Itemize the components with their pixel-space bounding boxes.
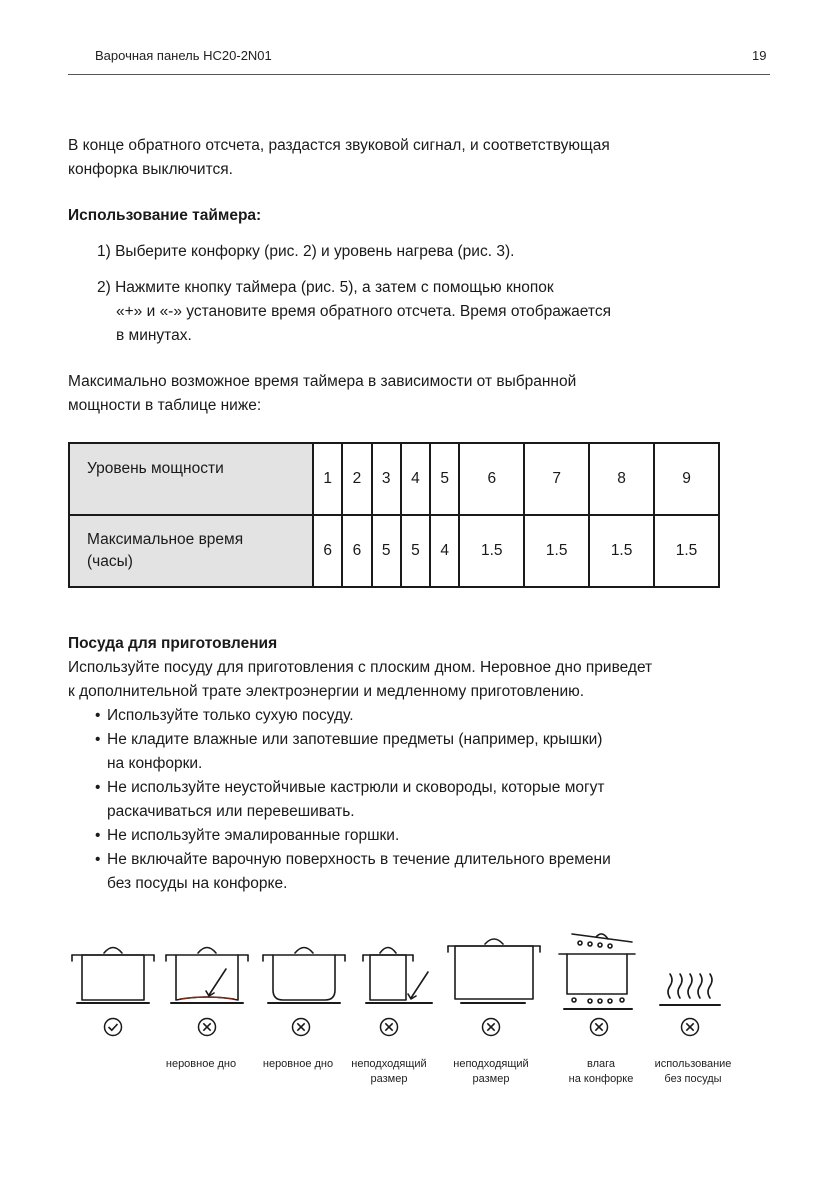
table-cell-time: 6 bbox=[313, 515, 342, 587]
cookware-bullet-list bbox=[95, 704, 611, 896]
table-cell-level: 9 bbox=[654, 443, 719, 515]
list-item bbox=[95, 824, 611, 848]
check-circle-icon bbox=[103, 1017, 123, 1037]
caption-line: неподходящий bbox=[351, 1058, 427, 1070]
page-number: 19 bbox=[752, 48, 767, 63]
caption-wrong-size-1 bbox=[334, 1057, 444, 1087]
table-row-max-time bbox=[69, 515, 719, 587]
bullet-text: Не включайте варочную поверхность в течение длительного времени bbox=[107, 851, 611, 868]
list-item bbox=[95, 776, 611, 824]
table-cell-time: 6 bbox=[342, 515, 371, 587]
intro-paragraph bbox=[68, 134, 610, 182]
cross-circle-icon bbox=[680, 1017, 700, 1037]
table-cell-level: 2 bbox=[342, 443, 371, 515]
table-cell-level: 4 bbox=[401, 443, 430, 515]
caption-line: использование bbox=[654, 1058, 732, 1070]
table-cell-level: 6 bbox=[459, 443, 524, 515]
table-row-power-level bbox=[69, 443, 719, 515]
cross-circle-icon bbox=[291, 1017, 311, 1037]
table-cell-time: 5 bbox=[372, 515, 401, 587]
caption-wrong-size-2 bbox=[436, 1057, 546, 1087]
caption-line: размер bbox=[370, 1073, 408, 1085]
max-time-paragraph bbox=[68, 370, 576, 418]
bullet-text: Не используйте эмалированные горшки. bbox=[107, 827, 400, 844]
table-cell-level: 7 bbox=[524, 443, 589, 515]
bullet-text: Не кладите влажные или запотевшие предметы (например, крышки) bbox=[107, 731, 603, 748]
table-cell-time: 1.5 bbox=[524, 515, 589, 587]
pot-uneven-bottom-icon bbox=[166, 948, 248, 1004]
row-label-power-level: Уровень мощности bbox=[69, 443, 313, 515]
caption-line: неровное дно bbox=[262, 1058, 334, 1070]
cookware-line-1: Используйте посуду для приготовления с плоским дном. Неровное дно приведет bbox=[68, 659, 653, 676]
row-label-max-time-line-1: Максимальное время bbox=[87, 531, 244, 548]
cross-circle-icon bbox=[197, 1017, 217, 1037]
caption-line: неподходящий bbox=[453, 1058, 529, 1070]
intro-line-2: конфорка выключится. bbox=[68, 161, 233, 178]
caption-line: на конфорке bbox=[568, 1073, 634, 1085]
bullet-text: Не используйте неустойчивые кастрюли и сковороды, которые могут bbox=[107, 779, 605, 796]
caption-line: размер bbox=[472, 1073, 510, 1085]
cookware-heading: Посуда для приготовления bbox=[68, 635, 278, 652]
max-time-line-2: мощности в таблице ниже: bbox=[68, 397, 262, 414]
table-cell-time: 1.5 bbox=[589, 515, 654, 587]
cross-circle-icon bbox=[481, 1017, 501, 1037]
row-label-max-time-line-2: (часы) bbox=[87, 553, 133, 570]
timer-step-1: 1) Выберите конфорку (рис. 2) и уровень нагрева (рис. 3). bbox=[97, 243, 515, 260]
caption-uneven-bottom-1 bbox=[146, 1057, 256, 1072]
table-cell-time: 1.5 bbox=[459, 515, 524, 587]
table-cell-level: 1 bbox=[313, 443, 342, 515]
caption-no-cookware bbox=[638, 1057, 748, 1087]
timer-step-2-line-1: 2) Нажмите кнопку таймера (рис. 5), а затем с помощью кнопок bbox=[97, 279, 554, 296]
table-cell-time: 4 bbox=[430, 515, 459, 587]
pot-moisture-icon bbox=[559, 934, 635, 1009]
cookware-line-2: к дополнительной трате электроэнергии и медленному приготовлению. bbox=[68, 683, 585, 700]
cross-circle-icon bbox=[589, 1017, 609, 1037]
timer-step-2 bbox=[97, 276, 611, 348]
empty-burner-heat-icon bbox=[660, 974, 720, 1005]
document-header-title: Варочная панель HC20-2N01 bbox=[95, 48, 272, 63]
cross-circle-icon bbox=[379, 1017, 399, 1037]
timer-step-2-line-2: «+» и «-» установите время обратного отсчета. Время отображается bbox=[116, 303, 611, 320]
caption-line: без посуды bbox=[664, 1073, 722, 1085]
table-cell-level: 5 bbox=[430, 443, 459, 515]
pot-round-bottom-icon bbox=[263, 948, 345, 1004]
caption-line: влага bbox=[586, 1058, 615, 1070]
list-item bbox=[95, 728, 611, 776]
bullet-text: без посуды на конфорке. bbox=[107, 875, 288, 892]
table-cell-level: 3 bbox=[372, 443, 401, 515]
row-label-max-time bbox=[69, 515, 313, 587]
pot-too-large-icon bbox=[448, 939, 540, 1003]
list-item bbox=[95, 704, 611, 728]
max-time-line-1: Максимально возможное время таймера в зависимости от выбранной bbox=[68, 373, 577, 390]
timer-table bbox=[68, 442, 720, 588]
bullet-text: на конфорки. bbox=[107, 755, 203, 772]
list-item bbox=[95, 848, 611, 896]
bullet-text: Используйте только сухую посуду. bbox=[107, 707, 354, 724]
timer-heading: Использование таймера: bbox=[68, 207, 262, 224]
caption-line: неровное дно bbox=[165, 1058, 237, 1070]
table-cell-level: 8 bbox=[589, 443, 654, 515]
timer-step-2-line-3: в минутах. bbox=[116, 327, 192, 344]
table-cell-time: 1.5 bbox=[654, 515, 719, 587]
intro-line-1: В конце обратного отсчета, раздастся звуковой сигнал, и соответствующая bbox=[68, 137, 610, 154]
header-divider bbox=[68, 74, 770, 75]
cookware-paragraph bbox=[68, 656, 652, 704]
pot-correct-icon bbox=[72, 948, 154, 1004]
bullet-text: раскачиваться или перевешивать. bbox=[107, 803, 355, 820]
pot-too-small-icon bbox=[363, 948, 432, 1004]
table-cell-time: 5 bbox=[401, 515, 430, 587]
